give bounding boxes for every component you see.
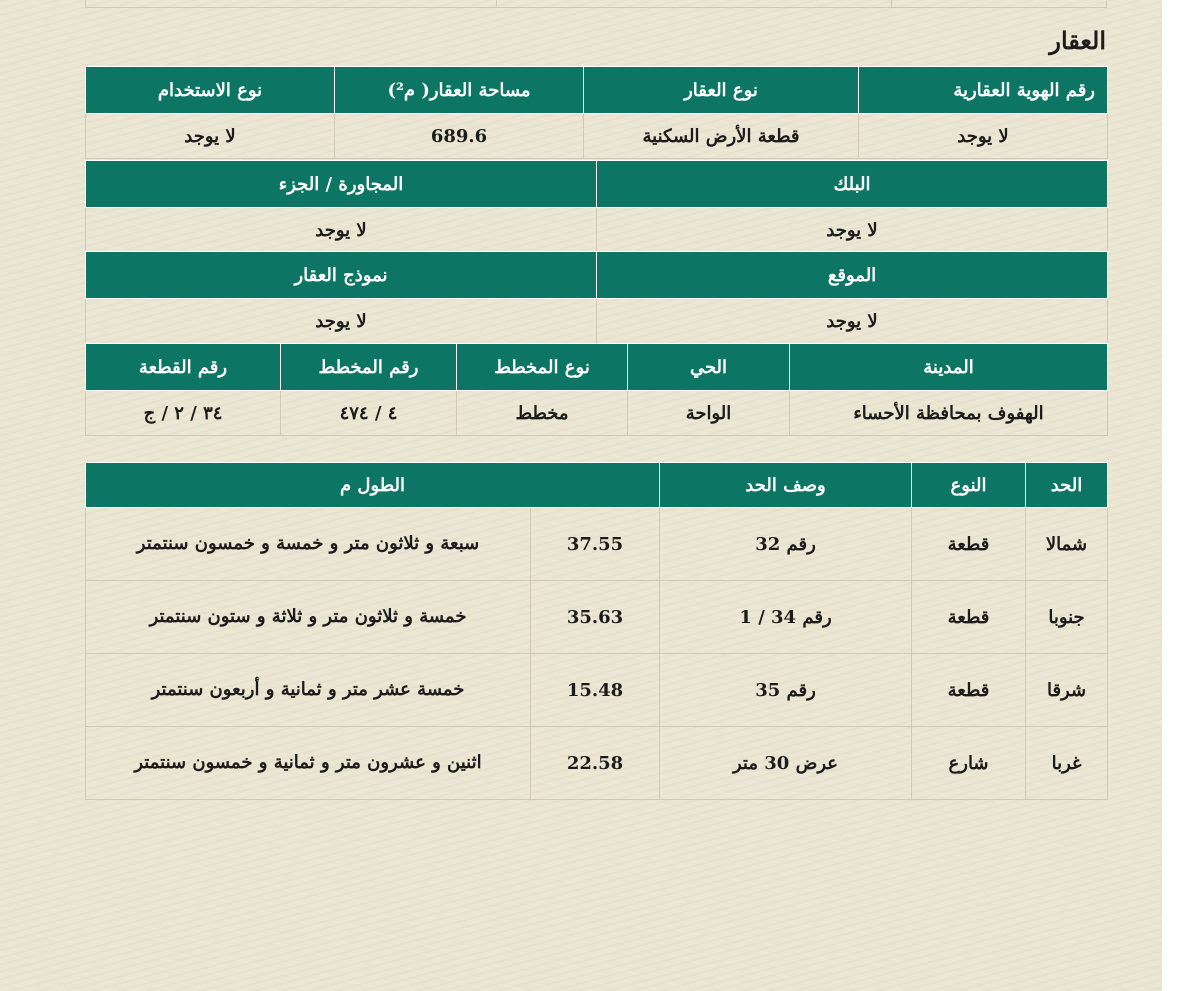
neighborhood-part-value: لا يوجد (86, 208, 597, 253)
boundary-length: 15.48 (531, 654, 660, 727)
boundary-type: قطعة (912, 654, 1026, 727)
block-value: لا يوجد (597, 208, 1108, 253)
location-header: الموقع (597, 252, 1108, 299)
boundary-length-words: سبعة و ثلاثون متر و خمسة و خمسون سنتمتر (86, 508, 531, 581)
boundary-header: الحد (1026, 463, 1108, 508)
location-value-row (86, 299, 1108, 344)
property-header-row (86, 67, 1108, 114)
boundary-description-header: وصف الحد (660, 463, 912, 508)
plan-number-value: ٤ / ٤٧٤ (281, 391, 457, 436)
boundary-row-east (86, 654, 1108, 727)
block-value-row (86, 208, 1108, 253)
district-header: الحي (628, 344, 790, 391)
block-header-row (86, 161, 1108, 208)
boundary-description: عرض 30 متر (660, 727, 912, 800)
boundary-length-words: خمسة و ثلاثون متر و ثلاثة و ستون سنتمتر (86, 581, 531, 654)
boundary-direction: شرقا (1026, 654, 1108, 727)
plan-type-value: مخطط (457, 391, 628, 436)
property-id-header: رقم الهوية العقارية (859, 67, 1108, 114)
district-value: الواحة (628, 391, 790, 436)
boundary-direction: جنوبا (1026, 581, 1108, 654)
property-id-value: لا يوجد (859, 114, 1108, 159)
location-info-table (85, 251, 1108, 344)
property-info-table (85, 66, 1108, 159)
plot-number-header: رقم القطعة (86, 344, 281, 391)
property-type-value: قطعة الأرض السكنية (584, 114, 859, 159)
plan-type-header: نوع المخطط (457, 344, 628, 391)
boundary-row-north (86, 508, 1108, 581)
boundary-description: رقم 35 (660, 654, 912, 727)
city-value-row (86, 391, 1108, 436)
boundary-type: شارع (912, 727, 1026, 800)
property-model-header: نموذج العقار (86, 252, 597, 299)
boundary-type-header: النوع (912, 463, 1026, 508)
usage-type-value: لا يوجد (86, 114, 335, 159)
boundary-row-west (86, 727, 1108, 800)
boundary-type: قطعة (912, 508, 1026, 581)
boundary-direction: غربا (1026, 727, 1108, 800)
plot-number-value: ٣٤ / ٢ / ج (86, 391, 281, 436)
boundary-type: قطعة (912, 581, 1026, 654)
property-area-header: مساحة العقار( م²) (335, 67, 584, 114)
boundary-length-words: اثنين و عشرون متر و ثمانية و خمسون سنتمتر (86, 727, 531, 800)
city-header: المدينة (790, 344, 1108, 391)
city-value: الهفوف بمحافظة الأحساء (790, 391, 1108, 436)
neighborhood-part-header: المجاورة / الجزء (86, 161, 597, 208)
property-type-header: نوع العقار (584, 67, 859, 114)
property-value-row (86, 114, 1108, 159)
location-value: لا يوجد (597, 299, 1108, 344)
city-header-row (86, 344, 1108, 391)
city-info-table (85, 343, 1108, 436)
plan-number-header: رقم المخطط (281, 344, 457, 391)
boundary-description: رقم 34 / 1 (660, 581, 912, 654)
boundary-length: 22.58 (531, 727, 660, 800)
boundary-row-south (86, 581, 1108, 654)
boundary-length: 37.55 (531, 508, 660, 581)
boundary-length-header: الطول م (86, 463, 660, 508)
usage-type-header: نوع الاستخدام (86, 67, 335, 114)
block-info-table (85, 160, 1108, 253)
previous-table-edge (85, 0, 1107, 8)
location-header-row (86, 252, 1108, 299)
block-header: البلك (597, 161, 1108, 208)
boundary-direction: شمالا (1026, 508, 1108, 581)
section-title: العقار (1049, 26, 1106, 55)
boundary-description: رقم 32 (660, 508, 912, 581)
boundary-length-words: خمسة عشر متر و ثمانية و أربعون سنتمتر (86, 654, 531, 727)
boundaries-header-row (86, 463, 1108, 508)
boundary-length: 35.63 (531, 581, 660, 654)
boundaries-table (85, 462, 1108, 800)
property-area-value: 689.6 (335, 114, 584, 159)
property-model-value: لا يوجد (86, 299, 597, 344)
